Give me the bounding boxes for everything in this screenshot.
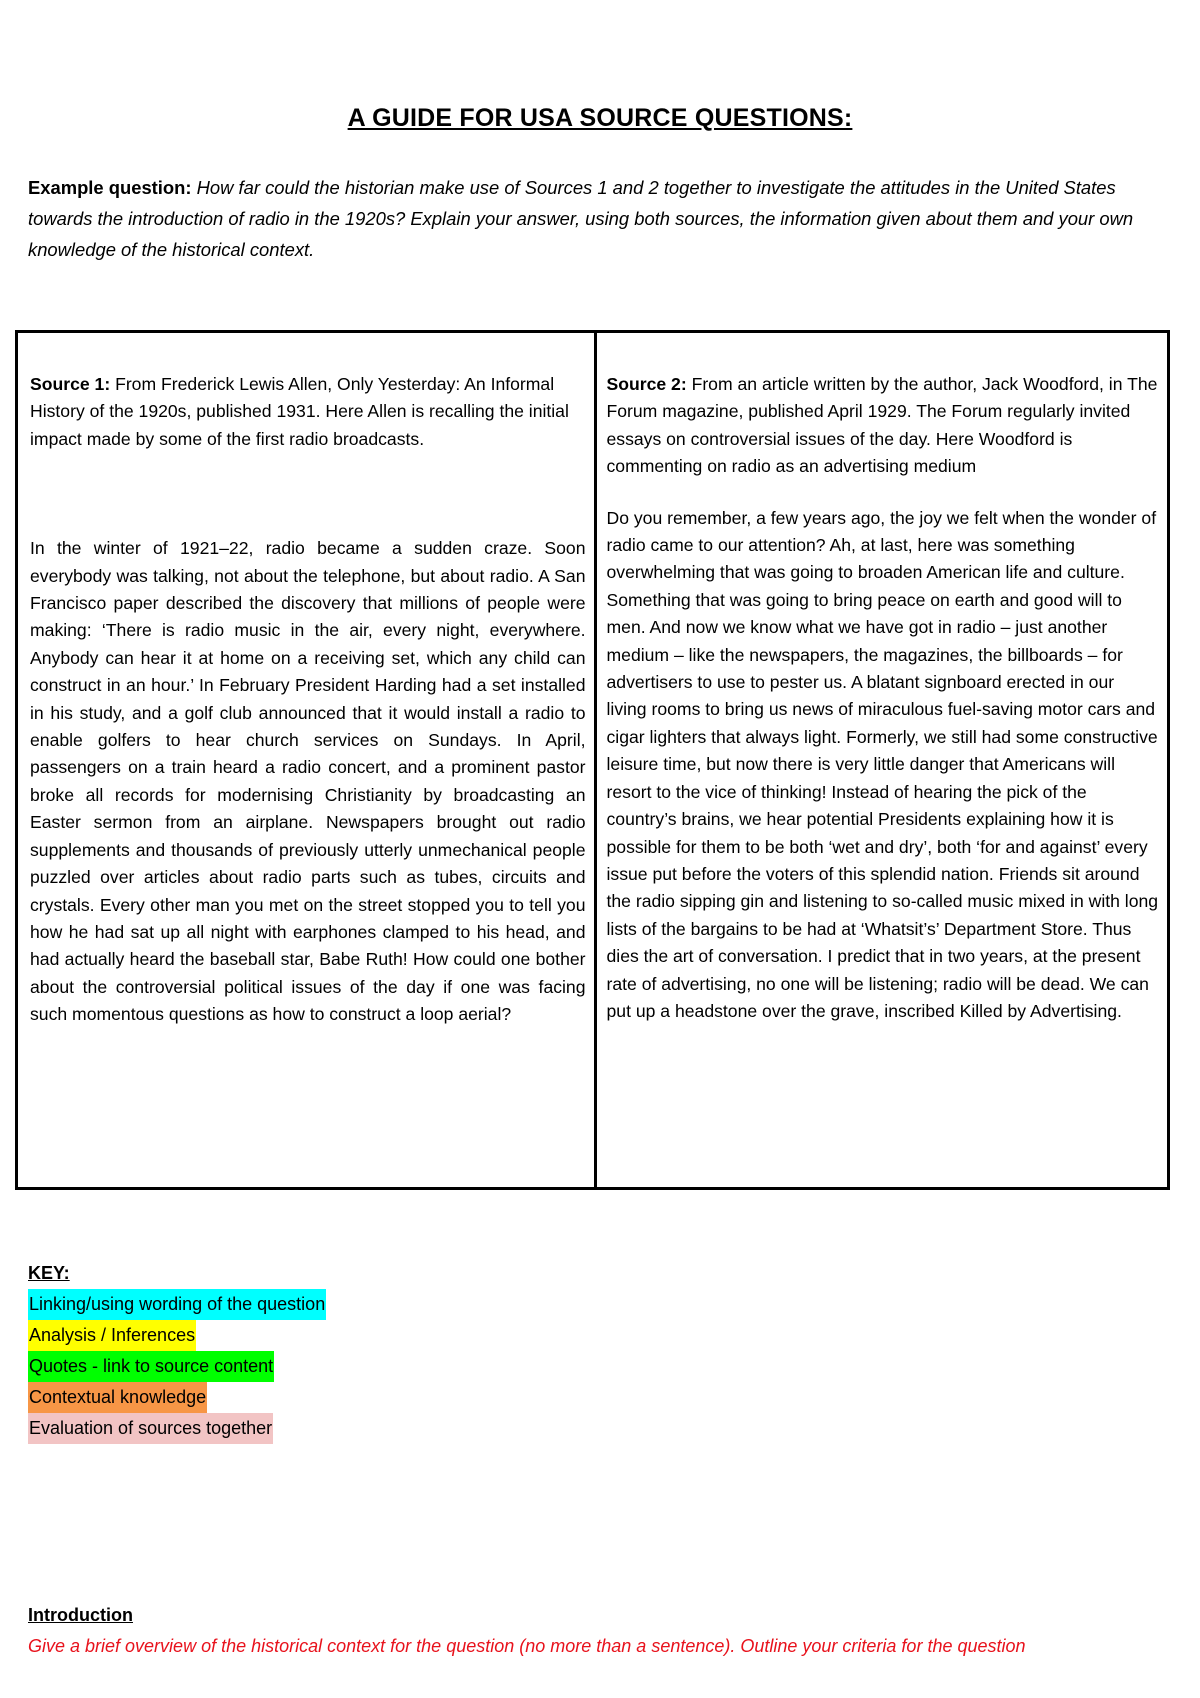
question-label: Example question: [28,177,192,198]
source-1-label: Source 1: [30,374,111,394]
introduction-title: Introduction [28,1605,133,1625]
source-2-text: Do you remember, a few years ago, the joy we felt when the wonder of radio came to our attention? Ah, at last, here was something overwhelming that was going to broaden American life and culture. Something that was going to bring peace on earth and good will to men. And now we know what we have got in radio – just another medium – like the newspapers, the magazines, the billboards – for advertisers to use to pester us. A blatant signboard erected in our living rooms to bring us news of miraculous fuel-saving motor cars and cigar lighters that always light. Formerly, we still had some constructive leisure time, but now there is very little danger that Americans will resort to the vice of thinking! Instead of hearing the pick of the country’s brains, we hear potential Presidents explaining how it is possible for them to be both ‘wet and dry’, both ‘for and against’ every issue put before the voters of this splendid nation. Friends sit around the radio sipping gin and listening to so-called music mixed in with long lists of the bargains to be had at ‘Whatsit’s’ Department Store. Thus dies the art of conversation. I predict that in two years, at the present rate of advertising, no one will be listening; radio will be dead. We can put up a headstone over the grave, inscribed Killed by Advertising. [606,507,1159,1021]
question-text: How far could the historian make use of Sources 1 and 2 together to investigate the attitudes in the United States towards the introduction of radio in the 1920s? Explain your answer, using both sources, the information given about them and your own knowledge of the historical context. [28,177,1134,260]
key-item-evaluation: Evaluation of sources together [28,1413,273,1444]
source-2-provenance [607,371,1160,481]
source-1-text: In the winter of 1921–22, radio became a sudden craze. Soon everybody was talking, not about the telephone, but about radio. A San Francisco paper described the discovery that millions of people were making: ‘There is radio music in the air, every night, everywhere. Anybody can hear it at home on a receiving set, which any child can construct in an hour.’ In February President Harding had a set installed in his study, and a golf club announced that it would install a radio to enable golfers to hear church services on Sundays. In April, passengers on a train heard a radio concert, and a prominent pastor broke all records for modernising Christianity by broadcasting an Easter sermon from an airplane. Newspapers brought out radio supplements and thousands of previously utterly unmechanical people puzzled over articles about radio parts such as tubes, circuits and crystals. Every other man you met on the street stopped you to tell you how he had sat up all night with earphones clamped to his head, and had actually heard the baseball star, Babe Ruth! How could one bother about the controversial political issues of the day if one was facing such momentous questions as how to construct a loop aerial? [30,538,586,1025]
source-2-provenance-text: From an article written by the author, Jack Woodford, in The Forum magazine, published April 1929. The Forum regularly invited essays on controversial issues of the day. Here Woodford is commenting on radio as an advertising medium [606,374,1158,477]
source-1-provenance-text: From Frederick Lewis Allen, Only Yesterday: An Informal History of the 1920s, published 1931. Here Allen is recalling the initial impact made by some of the first radio broadcasts. [30,374,569,449]
key-item-analysis: Analysis / Inferences [28,1320,196,1351]
key-item-linking: Linking/using wording of the question [28,1289,326,1320]
key-legend [28,1258,326,1444]
key-item-quotes: Quotes - link to source content [28,1351,274,1382]
source-1-provenance [30,371,586,453]
introduction-section [28,1600,1188,1662]
example-question [28,172,1178,265]
key-item-context: Contextual knowledge [28,1382,207,1413]
document-title: A GUIDE FOR USA SOURCE QUESTIONS: [347,104,853,132]
source-1-cell [18,333,597,1187]
introduction-text: Give a brief overview of the historical context for the question (no more than a sentence). Outline your criteria for the question [28,1636,1026,1656]
sources-table [15,330,1170,1190]
source-2-label: Source 2: [606,374,687,394]
source-2-cell [597,333,1168,1187]
key-title: KEY: [28,1263,70,1283]
